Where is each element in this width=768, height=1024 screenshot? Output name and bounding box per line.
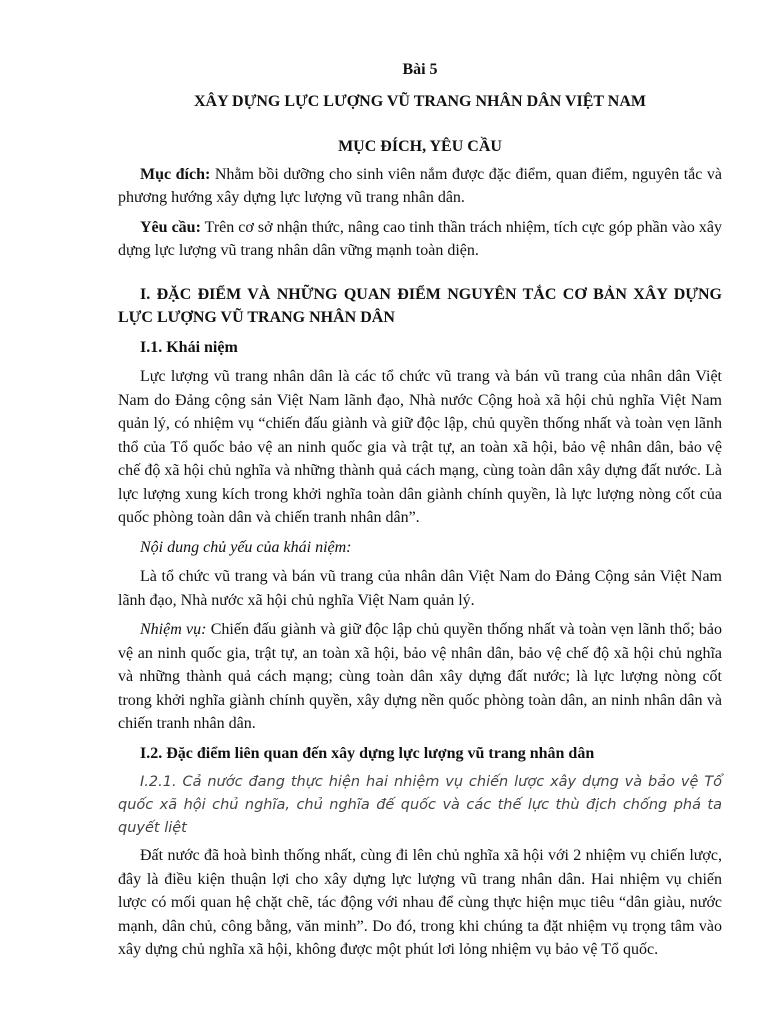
final-paragraph: Đất nước đã hoà bình thống nhất, cùng đi lên chủ nghĩa xã hội với 2 nhiệm vụ chiến lược, đây là điều kiện thuận lợi cho xây dựng lực lượng vũ trang nhân dân. Hai nhiệm vụ chiến lược có mối quan hệ chặt chẽ, tác động với nhau để cùng thực hiện mục tiêu “dân giàu, nước mạnh, dân chủ, công bằng, văn minh”. Do đó, trong khi chúng ta đặt nhiệm vụ trọng tâm vào xây dựng chủ nghĩa xã hội, không được một phút lơi lỏng nhiệm vụ bảo vệ Tổ quốc. [118,847,722,958]
requirement-label: Yêu cầu: [140,218,201,236]
mission-label: Nhiệm vụ: [140,621,207,638]
section-1-2-1-heading: I.2.1. Cả nước đang thực hiện hai nhiệm vụ chiến lược xây dựng và bảo vệ Tổ quốc xã hội chủ nghĩa, chủ nghĩa đế quốc và các thế lực thù địch chống phá ta quyết liệt [118,774,722,836]
content-label: Nội dung chủ yếu của khái niệm: [140,538,352,556]
section-subtitle: MỤC ĐÍCH, YÊU CẦU [338,138,502,155]
section-1-1-heading: I.1. Khái niệm [140,338,238,356]
requirement-paragraph [118,216,722,263]
requirement-text: Trên cơ sở nhận thức, nâng cao tinh thần trách nhiệm, tích cực góp phần vào xây dựng lực lượng vũ trang nhân dân vững mạnh toàn diện. [118,218,722,259]
section-1-heading: I. ĐẶC ĐIỂM VÀ NHỮNG QUAN ĐIỂM NGUYÊN TẮC CƠ BẢN XÂY DỰNG LỰC LƯỢNG VŨ TRANG NHÂN DÂN [118,285,722,326]
mission-paragraph [118,618,722,736]
concept-paragraph: Lực lượng vũ trang nhân dân là các tổ chức vũ trang và bán vũ trang của nhân dân Việt Nam do Đảng cộng sản Việt Nam lãnh đạo, Nhà nước Cộng hoà xã hội chủ nghĩa Việt Nam quản lý, có nhiệm vụ “chiến đấu giành và giữ độc lập, chủ quyền thống nhất và toàn vẹn lãnh thổ của Tổ quốc bảo vệ an ninh quốc gia và trật tự, an toàn xã hội, bảo vệ nhân dân, bảo vệ chế độ xã hội chủ nghĩa và những thành quả cách mạng, cùng toàn dân xây dựng đất nước. Là lực lượng xung kích trong khởi nghĩa toàn dân giành chính quyền, là lực lượng nòng cốt của quốc phòng toàn dân và chiến tranh nhân dân”. [118,368,722,526]
document-title: XÂY DỰNG LỰC LƯỢNG VŨ TRANG NHÂN DÂN VIỆT NAM [193,92,646,110]
mission-text: Chiến đấu giành và giữ độc lập chủ quyền thống nhất và toàn vẹn lãnh thổ; bảo vệ an ninh quốc gia, trật tự, an toàn xã hội, bảo vệ nhân dân, bảo vệ chế độ xã hội chủ nghĩa và những thành quả cách mạng; cùng toàn dân xây dựng đất nước; là lực lượng nòng cốt trong khởi nghĩa giành chính quyền, xây dựng nền quốc phòng toàn dân, an ninh nhân dân và chiến tranh nhân dân. [118,621,723,732]
content-paragraph: Là tổ chức vũ trang và bán vũ trang của nhân dân Việt Nam do Đảng Cộng sản Việt Nam lãnh đạo, Nhà nước xã hội chủ nghĩa Việt Nam quản lý. [118,568,722,609]
purpose-text: Nhằm bồi dưỡng cho sinh viên nắm được đặc điểm, quan điểm, nguyên tắc và phương hướng xây dựng lực lượng vũ trang nhân dân. [118,165,722,206]
section-1-2-heading: I.2. Đặc điểm liên quan đến xây dựng lực lượng vũ trang nhân dân [140,744,595,762]
lesson-number: Bài 5 [402,61,438,78]
purpose-paragraph [118,163,722,210]
purpose-label: Mục đích: [140,165,211,183]
